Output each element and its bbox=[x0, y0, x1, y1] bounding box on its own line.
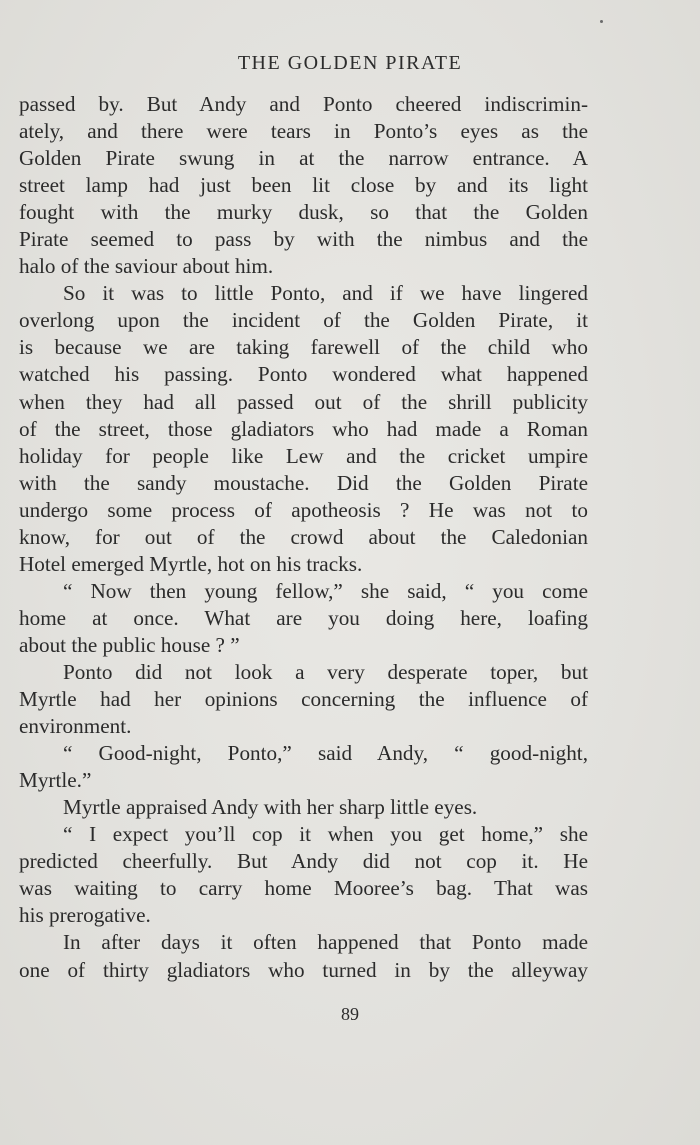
text-line: “ Now then young fellow,” she said, “ you come bbox=[63, 578, 588, 603]
text-line: holiday for people like Lew and the cricket umpire bbox=[19, 443, 588, 468]
text-line: of the street, those gladiators who had made a Roman bbox=[19, 416, 588, 441]
body-text bbox=[19, 91, 588, 984]
text-line: undergo some process of apotheosis ? He was not to bbox=[19, 497, 588, 522]
text-line: halo of the saviour about him. bbox=[19, 254, 274, 279]
text-line: Pirate seemed to pass by with the nimbus and the bbox=[19, 227, 588, 252]
text-line: Myrtle had her opinions concerning the influence of bbox=[19, 687, 588, 712]
text-line: overlong upon the incident of the Golden Pirate, it bbox=[19, 308, 588, 333]
text-line: was waiting to carry home Mooree’s bag. That was bbox=[19, 876, 588, 901]
text-line: “ Good-night, Ponto,” said Andy, “ good-night, bbox=[63, 741, 588, 766]
text-line: his prerogative. bbox=[19, 903, 151, 928]
text-line: Golden Pirate swung in at the narrow entrance. A bbox=[19, 146, 588, 171]
text-line: Myrtle appraised Andy with her sharp little eyes. bbox=[63, 795, 478, 820]
text-line: home at once. What are you doing here, loafing bbox=[19, 605, 588, 630]
text-line: ately, and there were tears in Ponto’s eyes as the bbox=[19, 119, 588, 144]
text-line: So it was to little Ponto, and if we have lingered bbox=[63, 281, 588, 306]
ink-speck bbox=[600, 20, 603, 23]
text-line: watched his passing. Ponto wondered what happened bbox=[19, 362, 588, 387]
text-line: passed by. But Andy and Ponto cheered indiscrimin- bbox=[19, 92, 588, 116]
text-line: know, for out of the crowd about the Caledonian bbox=[19, 524, 588, 549]
text-line: In after days it often happened that Ponto made bbox=[63, 930, 588, 955]
text-line: one of thirty gladiators who turned in by the alleyway bbox=[19, 957, 588, 982]
running-head: THE GOLDEN PIRATE bbox=[237, 52, 463, 74]
text-line: with the sandy moustache. Did the Golden Pirate bbox=[19, 470, 588, 495]
text-line: Myrtle.” bbox=[19, 768, 92, 793]
text-line: when they had all passed out of the shrill publicity bbox=[19, 389, 588, 414]
text-line: predicted cheerfully. But Andy did not cop it. He bbox=[19, 849, 588, 874]
text-line: Hotel emerged Myrtle, hot on his tracks. bbox=[19, 551, 363, 576]
page-number: 89 bbox=[341, 1004, 359, 1024]
text-line: about the public house ? ” bbox=[19, 632, 240, 657]
text-line: “ I expect you’ll cop it when you get home,” she bbox=[63, 822, 588, 847]
text-line: fought with the murky dusk, so that the Golden bbox=[19, 200, 588, 225]
text-line: Ponto did not look a very desperate toper, but bbox=[63, 659, 588, 684]
text-line: is because we are taking farewell of the child who bbox=[19, 335, 588, 360]
text-line: street lamp had just been lit close by and its light bbox=[19, 173, 588, 198]
text-line: environment. bbox=[19, 714, 132, 739]
